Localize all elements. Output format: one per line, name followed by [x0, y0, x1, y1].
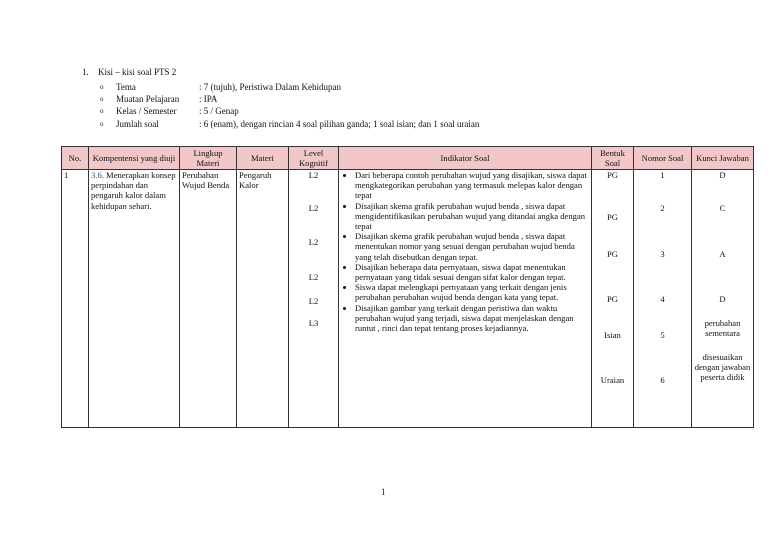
- kisi-kisi-table: [61, 146, 754, 428]
- meta-item: [100, 81, 479, 93]
- bullet-icon: o: [100, 83, 104, 92]
- header-nomor: Nomor Soal: [634, 147, 692, 170]
- meta-label: Tema: [116, 82, 136, 93]
- kunci-item: perubahan sementara: [704, 318, 741, 339]
- meta-item: [100, 105, 479, 117]
- kunci-item: D: [719, 294, 726, 304]
- bullet-icon: o: [100, 119, 104, 128]
- cell-level: [289, 170, 339, 428]
- bentuk-item: PG: [607, 294, 618, 304]
- cell-bentuk: [592, 170, 634, 428]
- page-number: 1: [381, 487, 386, 497]
- header-bentuk: Bentuk Soal: [592, 147, 634, 170]
- header-indikator: Indikator Soal: [339, 147, 592, 170]
- level-item: L2: [308, 296, 319, 306]
- section-heading: [82, 67, 176, 77]
- kunci-item: D: [719, 170, 726, 180]
- bentuk-item: PG: [607, 249, 618, 259]
- meta-value: : 7 (tujuh), Peristiwa Dalam Kehidupan: [199, 82, 341, 93]
- table-row: [62, 170, 754, 428]
- meta-label: Muatan Pelajaran: [116, 94, 180, 105]
- meta-label: Jumlah soal: [116, 118, 159, 129]
- nomor-item: 5: [660, 330, 665, 340]
- nomor-item: 6: [660, 375, 665, 385]
- meta-item: [100, 93, 479, 105]
- section-number: 1.: [82, 67, 89, 77]
- meta-value: : 5 / Genap: [199, 106, 239, 117]
- header-kompetensi: Kompentensi yang diuji: [89, 147, 180, 170]
- bentuk-item: PG: [607, 212, 618, 222]
- header-kunci: Kunci Jawaban: [692, 147, 754, 170]
- indicator-item: • Disajikan gambar yang terkait dengan peristiwa dan waktu perubahan wujud yang terjadi, siswa dapat menjelaskan dengan runtut , rinci dan tepat tentang proses kejadiannya.: [355, 303, 589, 334]
- cell-kompetensi: [89, 170, 180, 428]
- bentuk-item: PG: [607, 170, 618, 180]
- cell-nomor: [634, 170, 692, 428]
- meta-value: : IPA: [199, 94, 218, 105]
- table-header-row: [62, 147, 754, 170]
- indicator-item: • Disajikan skema grafik perubahan wujud benda , siswa dapat menentukan nomor yang sesuai dengan perubahan wujud benda yang telah disebutkan dengan tepat.: [355, 231, 589, 262]
- bentuk-item: Uraian: [600, 375, 625, 385]
- indicator-item: • Dari beberapa contoh perubahan wujud yang disajikan, siswa dapat mengkategorikan perubahan yang termasuk melepas kalor dengan tepat: [355, 170, 589, 201]
- indicator-item: • Disajikan skema grafik perubahan wujud benda , siswa dapat mengidentifikasikan perubahan wujud yang ditandai angka dengan tepat: [355, 201, 589, 232]
- nomor-item: 2: [660, 203, 665, 213]
- meta-value: : 6 (enam), dengan rincian 4 soal pilihan ganda; 1 soal isian; dan 1 soal uraian: [199, 118, 480, 129]
- kd-text: . Menerapkan konsep perpindahan dan pengaruh kalor dalam kehidupan sehari.: [91, 170, 176, 211]
- indicator-list: [341, 170, 589, 333]
- nomor-item: 3: [660, 249, 665, 259]
- level-item: L2: [308, 170, 319, 180]
- bullet-icon: o: [100, 107, 104, 116]
- indicator-item: • Disajikan beberapa data pernyataan, siswa dapat menentukan pernyataan yang tidak sesuai dengan sifat kalor dengan tepat.: [355, 262, 589, 282]
- level-item: L2: [308, 272, 319, 282]
- meta-list: [100, 81, 479, 130]
- bentuk-item: Isian: [604, 330, 621, 340]
- cell-indikator: [339, 170, 592, 428]
- meta-label: Kelas / Semester: [116, 106, 177, 117]
- level-item: L2: [308, 237, 319, 247]
- nomor-item: 4: [660, 294, 665, 304]
- level-item: L2: [308, 203, 319, 213]
- section-title: Kisi – kisi soal PTS 2: [98, 67, 177, 77]
- cell-materi: Pengaruh Kalor: [237, 170, 289, 428]
- cell-no: 1: [62, 170, 89, 428]
- meta-item: [100, 118, 479, 130]
- level-item: L3: [308, 318, 319, 328]
- header-level: Level Kognitif: [289, 147, 339, 170]
- nomor-item: 1: [660, 170, 665, 180]
- kunci-item: disesuaikan dengan jawaban peserta didik: [694, 352, 751, 383]
- bullet-icon: o: [100, 95, 104, 104]
- kunci-item: A: [719, 249, 726, 259]
- cell-lingkup: Perubahan Wujud Benda: [180, 170, 237, 428]
- kd-code: 3.6: [91, 170, 102, 180]
- header-materi: Materi: [237, 147, 289, 170]
- header-lingkup: Lingkup Materi: [180, 147, 237, 170]
- cell-kunci: [692, 170, 754, 428]
- indicator-item: • Siswa dapat melengkapi pernyataan yang terkait dengan jenis perubahan perubahan wujud benda dengan kata yang tepat.: [355, 282, 589, 302]
- header-no: No.: [62, 147, 89, 170]
- kunci-item: C: [719, 203, 726, 213]
